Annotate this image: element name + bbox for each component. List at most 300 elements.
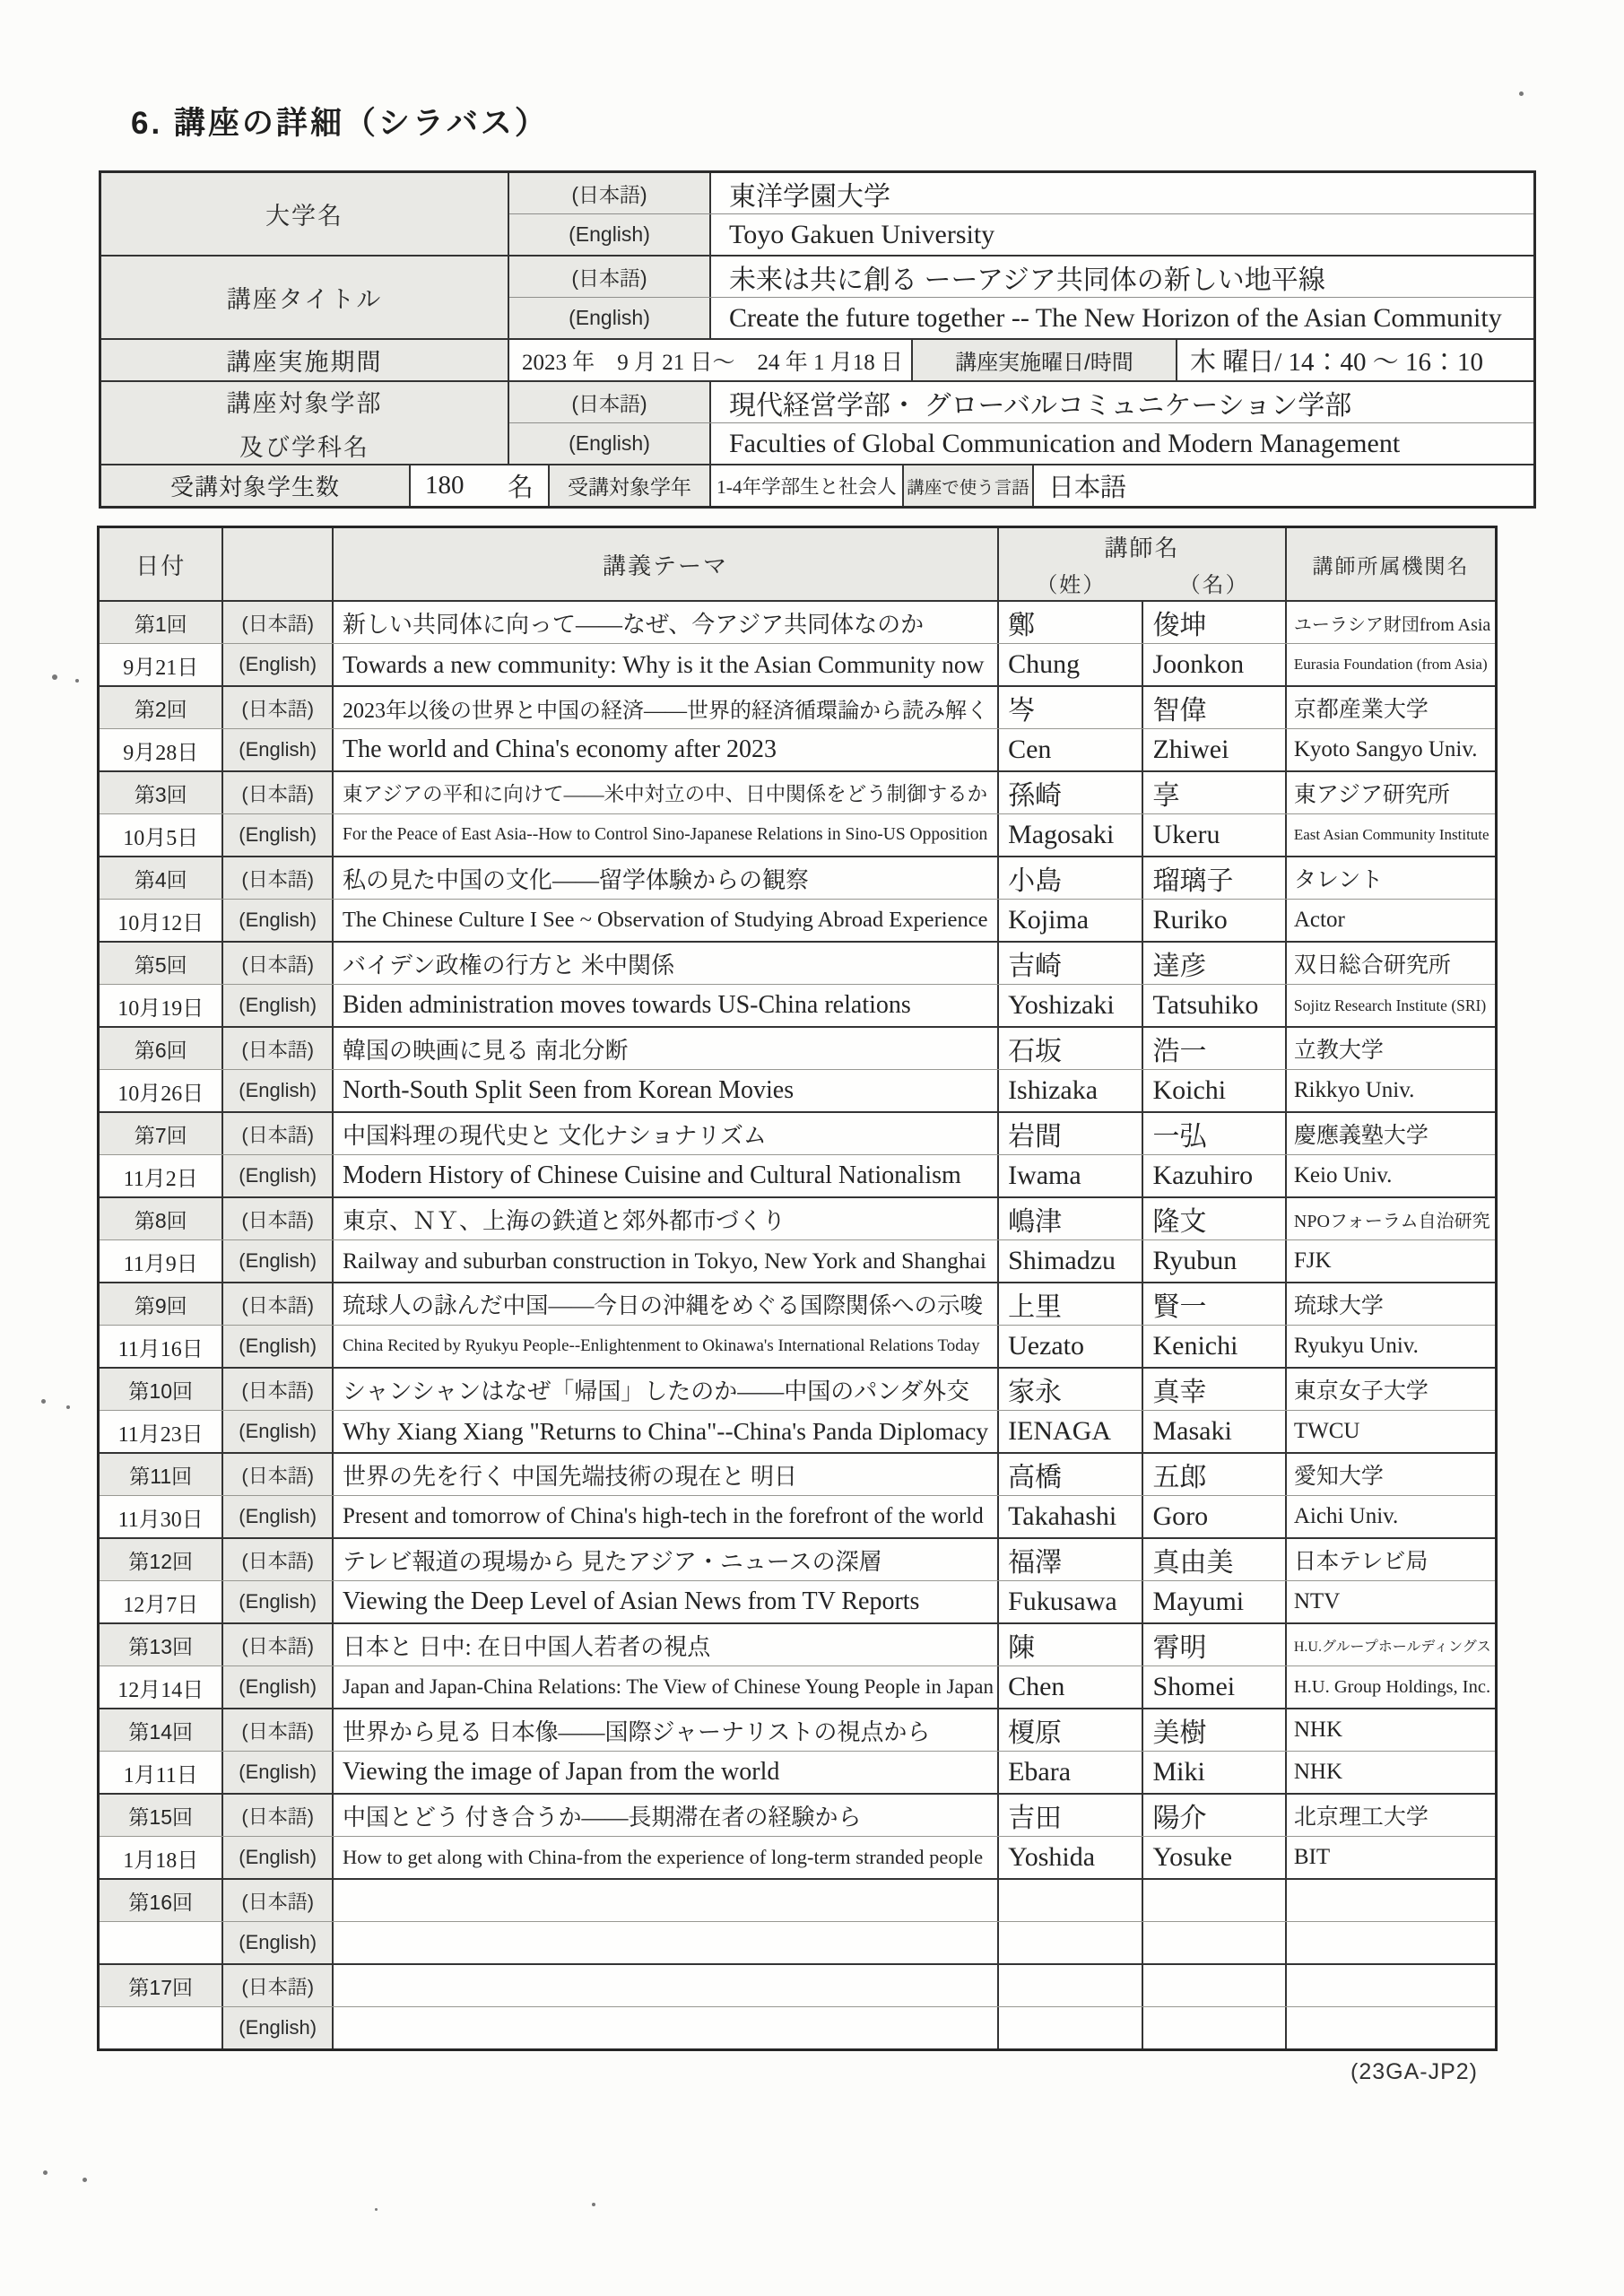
lecturer-givenname-jp: 陽介 <box>1143 1795 1286 1836</box>
lecture-theme-jp <box>334 1965 999 2006</box>
lecturer-surname-jp: 鄭 <box>999 602 1143 643</box>
session-group-9 <box>100 1283 1495 1369</box>
course-title-label: 講座タイトル <box>101 257 509 338</box>
lang-tag-en: (English) <box>509 423 711 464</box>
lang-tag-en: (English) <box>223 729 334 770</box>
lecturer-surname-en: Kojima <box>999 900 1143 941</box>
session-row-jp <box>100 1113 1495 1155</box>
lecturer-organization-en: FJK <box>1293 1248 1332 1273</box>
lecture-theme-jp: 日本と 日中: 在日中国人若者の視点 <box>334 1624 999 1665</box>
lecturer-givenname-en: Ukeru <box>1143 814 1286 856</box>
lecturer-surname-jp: 吉崎 <box>999 943 1143 984</box>
lecturer-organization-en: Keio Univ. <box>1293 1163 1393 1187</box>
session-group-12 <box>100 1539 1495 1624</box>
lecturer-organization-jp: 双日総合研究所 <box>1293 953 1451 978</box>
session-row-en <box>100 1240 1495 1282</box>
lang-tag-en: (English) <box>509 214 711 255</box>
lecturer-organization-jp: 慶應義塾大学 <box>1293 1124 1429 1148</box>
lang-tag-en: (English) <box>223 1070 334 1111</box>
session-date: 11月30日 <box>100 1496 223 1537</box>
lecturer-surname-en: Cen <box>999 729 1143 770</box>
lecturer-surname-en: Ebara <box>999 1752 1143 1793</box>
session-group-3 <box>100 772 1495 857</box>
session-row-en <box>100 1666 1495 1708</box>
session-date <box>100 2007 223 2048</box>
scan-artifact <box>41 1399 46 1404</box>
lecturer-givenname-en: Koichi <box>1143 1070 1286 1111</box>
header-lecturer: 講師名 （姓） （名） <box>999 528 1287 600</box>
session-date <box>100 1922 223 1963</box>
session-date: 10月5日 <box>100 814 223 856</box>
header-surname: （姓） <box>1036 573 1107 597</box>
target-faculty-en: Faculties of Global Communication and Modern Management <box>729 428 1401 458</box>
lang-tag-en: (English) <box>223 1326 334 1367</box>
lang-tag-jp: (日本語) <box>509 257 711 297</box>
lecturer-organization-en: NHK <box>1293 1760 1343 1784</box>
lecturer-givenname-jp: 智偉 <box>1143 687 1286 728</box>
lecturer-surname-jp: 陳 <box>999 1624 1143 1665</box>
lecture-theme-en: The Chinese Culture I See ~ Observation of Studying Abroad Experience <box>334 900 999 941</box>
lang-tag-en: (English) <box>223 644 334 685</box>
session-number: 第6回 <box>100 1028 223 1069</box>
lecturer-organization-jp <box>1287 1880 1495 1921</box>
session-group-10 <box>100 1369 1495 1454</box>
university-label-text: 大学名 <box>265 203 343 230</box>
lecture-theme-en <box>334 1922 999 1963</box>
session-row-en <box>100 900 1495 941</box>
lecture-theme-en: How to get along with China-from the experience of long-term stranded people <box>334 1837 999 1878</box>
lang-tag-jp: (日本語) <box>223 1283 334 1325</box>
session-group-8 <box>100 1198 1495 1283</box>
lecture-theme-jp: シャンシャンはなぜ「帰国」したのか——中国のパンダ外交 <box>334 1369 999 1410</box>
lecturer-surname-jp: 孫崎 <box>999 772 1143 813</box>
session-date: 12月7日 <box>100 1581 223 1622</box>
lecturer-givenname-jp: 賢一 <box>1143 1283 1286 1325</box>
scan-artifact <box>75 679 79 683</box>
footer-code: (23GA-JP2) <box>1350 2059 1478 2084</box>
session-date: 10月12日 <box>100 900 223 941</box>
university-name-jp: 東洋学園大学 <box>729 181 890 212</box>
session-row-en <box>100 2007 1495 2048</box>
session-row-jp <box>100 1795 1495 1837</box>
lecturer-surname-en: Chung <box>999 644 1143 685</box>
lecturer-surname-en <box>999 1922 1143 1963</box>
lecturer-surname-jp: 榎原 <box>999 1709 1143 1751</box>
session-group-5 <box>100 943 1495 1028</box>
lecture-theme-jp: 世界の先を行く 中国先端技術の現在と 明日 <box>334 1454 999 1495</box>
scan-artifact <box>43 2170 48 2175</box>
lecturer-organization-en: Eurasia Foundation (from Asia) <box>1293 656 1488 673</box>
lecturer-givenname-jp <box>1143 1965 1286 2006</box>
lang-tag-jp: (日本語) <box>223 1369 334 1410</box>
lecturer-givenname-jp: 美樹 <box>1143 1709 1286 1751</box>
course-period-row <box>101 340 1533 382</box>
lecturer-givenname-jp: 霄明 <box>1143 1624 1286 1665</box>
lecturer-organization-jp: 東京女子大学 <box>1293 1379 1429 1404</box>
lecturer-surname-en: Fukusawa <box>999 1581 1143 1622</box>
lang-tag-en: (English) <box>223 1581 334 1622</box>
session-group-17 <box>100 1965 1495 2048</box>
scan-artifact <box>52 674 57 680</box>
scan-artifact <box>1519 91 1524 96</box>
lecturer-givenname-en <box>1143 2007 1286 2048</box>
lang-tag-en: (English) <box>223 814 334 856</box>
session-group-14 <box>100 1709 1495 1795</box>
session-row-en <box>100 729 1495 770</box>
lecturer-surname-en: Uezato <box>999 1326 1143 1367</box>
session-row-en <box>100 1070 1495 1111</box>
session-group-4 <box>100 857 1495 943</box>
lecture-theme-en: Biden administration moves towards US-China relations <box>334 985 999 1026</box>
session-row-jp <box>100 772 1495 814</box>
target-grade-value: 1-4年学部生と社会人 <box>711 465 904 506</box>
lecturer-surname-jp <box>999 1965 1143 2006</box>
session-number: 第14回 <box>100 1709 223 1751</box>
session-number: 第16回 <box>100 1880 223 1921</box>
lecturer-organization-en <box>1287 1922 1495 1963</box>
session-group-11 <box>100 1454 1495 1539</box>
header-lang <box>223 528 334 600</box>
lecturer-surname-en <box>999 2007 1143 2048</box>
session-number: 第1回 <box>100 602 223 643</box>
lang-tag-en: (English) <box>509 298 711 338</box>
session-group-1 <box>100 602 1495 687</box>
lecturer-surname-en: Ishizaka <box>999 1070 1143 1111</box>
lecturer-givenname-en: Joonkon <box>1143 644 1286 685</box>
header-date: 日付 <box>100 528 223 600</box>
lecturer-givenname-jp: 一弘 <box>1143 1113 1286 1154</box>
lecturer-surname-jp: 福澤 <box>999 1539 1143 1580</box>
lecturer-organization-jp <box>1287 1965 1495 2006</box>
session-date: 1月11日 <box>100 1752 223 1793</box>
lang-tag-jp: (日本語) <box>223 1113 334 1154</box>
lang-tag-jp: (日本語) <box>223 602 334 643</box>
lecturer-givenname-jp: 真由美 <box>1143 1539 1286 1580</box>
lang-tag-jp: (日本語) <box>223 1539 334 1580</box>
lecturer-givenname-jp: 隆文 <box>1143 1198 1286 1239</box>
lang-tag-en: (English) <box>223 1666 334 1708</box>
lecture-theme-en: Why Xiang Xiang "Returns to China"--China's Panda Diplomacy <box>334 1411 999 1452</box>
session-group-6 <box>100 1028 1495 1113</box>
course-daytime-value: 木 曜日/ 14：40 ～ 16：10 <box>1190 348 1484 377</box>
schedule-table <box>97 526 1498 2051</box>
session-row-jp <box>100 602 1495 644</box>
session-number: 第3回 <box>100 772 223 813</box>
session-date: 9月21日 <box>100 644 223 685</box>
lecturer-organization-jp: 北京理工大学 <box>1293 1805 1429 1830</box>
course-period-label: 講座実施期間 <box>101 340 509 380</box>
session-group-2 <box>100 687 1495 772</box>
lang-tag-jp: (日本語) <box>223 857 334 899</box>
lecturer-surname-jp <box>999 1880 1143 1921</box>
course-title-en: Create the future together -- The New Horizon of the Asian Community <box>729 302 1502 333</box>
session-number: 第10回 <box>100 1369 223 1410</box>
lecturer-givenname-en: Goro <box>1143 1496 1286 1537</box>
session-date: 11月23日 <box>100 1411 223 1452</box>
lecturer-givenname-en: Shomei <box>1143 1666 1286 1708</box>
course-period-value: 2023 年 9 月 21 日～ 24 年 1 月18 日 <box>509 340 913 380</box>
lecturer-givenname-en: Zhiwei <box>1143 729 1286 770</box>
lang-tag-jp: (日本語) <box>223 687 334 728</box>
lecturer-organization-en: H.U. Group Holdings, Inc. <box>1293 1676 1491 1697</box>
lang-tag-jp: (日本語) <box>223 1454 334 1495</box>
university-row <box>101 173 1533 257</box>
lecturer-surname-jp: 家永 <box>999 1369 1143 1410</box>
lang-tag-jp: (日本語) <box>223 772 334 813</box>
session-row-jp <box>100 1709 1495 1752</box>
lecture-theme-en: For the Peace of East Asia--How to Control Sino-Japanese Relations in Sino-US Opposition <box>334 814 999 856</box>
lecturer-surname-en: Takahashi <box>999 1496 1143 1537</box>
session-group-7 <box>100 1113 1495 1198</box>
session-row-en <box>100 1326 1495 1367</box>
students-row <box>101 465 1533 506</box>
lecturer-organization-en: BIT <box>1293 1845 1331 1869</box>
session-number: 第8回 <box>100 1198 223 1239</box>
session-row-jp <box>100 687 1495 729</box>
session-date: 11月2日 <box>100 1155 223 1196</box>
lecturer-givenname-en: Ryubun <box>1143 1240 1286 1282</box>
lecturer-givenname-jp: 達彦 <box>1143 943 1286 984</box>
lang-tag-en: (English) <box>223 1837 334 1878</box>
lecturer-givenname-jp: 真幸 <box>1143 1369 1286 1410</box>
target-faculty-label: 講座対象学部 及び学科名 <box>101 382 509 464</box>
lang-tag-jp: (日本語) <box>509 382 711 422</box>
lecture-theme-en: Railway and suburban construction in Tokyo, New York and Shanghai <box>334 1240 999 1282</box>
target-faculty-row <box>101 382 1533 465</box>
num-students-label: 受講対象学生数 <box>101 465 411 506</box>
session-row-jp <box>100 857 1495 900</box>
lecture-theme-jp: 東京、ＮＹ、上海の鉄道と郊外都市づくり <box>334 1198 999 1239</box>
lang-tag-en: (English) <box>223 1240 334 1282</box>
session-group-16 <box>100 1880 1495 1965</box>
session-date: 9月28日 <box>100 729 223 770</box>
lecturer-surname-jp: 高橋 <box>999 1454 1143 1495</box>
course-daytime-label: 講座実施曜日/時間 <box>913 340 1177 380</box>
header-givenname: （名） <box>1178 573 1249 597</box>
lecture-theme-en: China Recited by Ryukyu People--Enlightenment to Okinawa's International Relations Today <box>334 1326 999 1367</box>
lecture-theme-en: Viewing the Deep Level of Asian News from TV Reports <box>334 1581 999 1622</box>
session-number: 第2回 <box>100 687 223 728</box>
session-row-jp <box>100 1198 1495 1240</box>
schedule-body <box>100 602 1495 2048</box>
page-title: 6. 講座の詳細（シラバス） <box>131 106 549 141</box>
lecturer-givenname-en: Kenichi <box>1143 1326 1286 1367</box>
lang-tag-en: (English) <box>223 1155 334 1196</box>
lecturer-organization-jp: NPOフォーラム自治研究 <box>1293 1211 1490 1231</box>
session-number: 第9回 <box>100 1283 223 1325</box>
header-theme: 講義テーマ <box>334 528 999 600</box>
lecturer-surname-jp: 上里 <box>999 1283 1143 1325</box>
lecturer-surname-jp: 石坂 <box>999 1028 1143 1069</box>
lecturer-givenname-jp: 浩一 <box>1143 1028 1286 1069</box>
lecturer-surname-jp: 岩間 <box>999 1113 1143 1154</box>
lecturer-givenname-jp: 瑠璃子 <box>1143 857 1286 899</box>
lecturer-organization-en: Rikkyo Univ. <box>1293 1078 1415 1102</box>
language-label: 講座で使う言語 <box>904 465 1034 506</box>
lang-tag-jp: (日本語) <box>223 1198 334 1239</box>
lecturer-organization-jp: ユーラシア財団from Asia <box>1293 614 1491 635</box>
session-row-en <box>100 1496 1495 1537</box>
lang-tag-jp: (日本語) <box>223 943 334 984</box>
lecture-theme-jp: 私の見た中国の文化——留学体験からの観察 <box>334 857 999 899</box>
lecturer-organization-jp: 東アジア研究所 <box>1293 783 1450 807</box>
target-grade-label: 受講対象学年 <box>550 465 711 506</box>
scan-artifact <box>66 1405 70 1409</box>
session-date: 11月16日 <box>100 1326 223 1367</box>
session-number: 第15回 <box>100 1795 223 1836</box>
session-date: 10月26日 <box>100 1070 223 1111</box>
lecturer-givenname-jp <box>1143 1880 1286 1921</box>
lang-tag-jp: (日本語) <box>223 1709 334 1751</box>
lecture-theme-en: Present and tomorrow of China's high-tech in the forefront of the world <box>334 1496 999 1537</box>
scan-artifact <box>592 2203 595 2206</box>
lecture-theme-en: The world and China's economy after 2023 <box>334 729 999 770</box>
session-number: 第4回 <box>100 857 223 899</box>
num-students-value: 180 名 <box>411 465 550 506</box>
lang-tag-en: (English) <box>223 2007 334 2048</box>
lecturer-givenname-en: Miki <box>1143 1752 1286 1793</box>
session-row-jp <box>100 1454 1495 1496</box>
language-value: 日本語 <box>1048 474 1127 502</box>
lecturer-givenname-en <box>1143 1922 1286 1963</box>
lecture-theme-jp: 中国とどう 付き合うか——長期滞在者の経験から <box>334 1795 999 1836</box>
lang-tag-en: (English) <box>223 1496 334 1537</box>
lecturer-organization-jp: 愛知大学 <box>1293 1465 1384 1489</box>
scan-artifact <box>375 2208 378 2211</box>
session-row-en <box>100 1837 1495 1878</box>
session-row-jp <box>100 1965 1495 2007</box>
session-number: 第7回 <box>100 1113 223 1154</box>
session-row-en <box>100 1752 1495 1793</box>
lecturer-organization-en: Actor <box>1293 908 1345 932</box>
lecture-theme-jp <box>334 1880 999 1921</box>
lecturer-organization-en: Ryukyu Univ. <box>1293 1334 1419 1358</box>
lecturer-organization-en: TWCU <box>1293 1419 1360 1443</box>
course-title-jp: 未来は共に創る ーーアジア共同体の新しい地平線 <box>729 265 1325 295</box>
session-row-en <box>100 1155 1495 1196</box>
lang-tag-en: (English) <box>223 900 334 941</box>
lecturer-surname-jp: 嶋津 <box>999 1198 1143 1239</box>
lecturer-organization-en: East Asian Community Institute <box>1293 826 1489 843</box>
session-row-jp <box>100 1369 1495 1411</box>
lecturer-givenname-en: Ruriko <box>1143 900 1286 941</box>
session-number: 第11回 <box>100 1454 223 1495</box>
lecturer-givenname-jp: 享 <box>1143 772 1286 813</box>
header-organization: 講師所属機関名 <box>1312 553 1470 578</box>
session-number: 第5回 <box>100 943 223 984</box>
lecturer-surname-en: Magosaki <box>999 814 1143 856</box>
lecturer-organization-en: NTV <box>1293 1589 1341 1613</box>
lecturer-givenname-en: Masaki <box>1143 1411 1286 1452</box>
lecturer-surname-jp: 吉田 <box>999 1795 1143 1836</box>
session-row-en <box>100 1581 1495 1622</box>
lecturer-surname-en: Shimadzu <box>999 1240 1143 1282</box>
lecture-theme-en: Japan and Japan-China Relations: The View of Chinese Young People in Japan <box>334 1666 999 1708</box>
lecturer-organization-jp: 立教大学 <box>1293 1039 1384 1063</box>
session-row-jp <box>100 1880 1495 1922</box>
lang-tag-jp: (日本語) <box>223 1880 334 1921</box>
scan-artifact <box>83 2178 87 2182</box>
lecture-theme-jp: バイデン政権の行方と 米中関係 <box>334 943 999 984</box>
lang-tag-jp: (日本語) <box>223 1795 334 1836</box>
lecturer-givenname-en: Tatsuhiko <box>1143 985 1286 1026</box>
lecturer-surname-jp: 岑 <box>999 687 1143 728</box>
lecture-theme-jp: テレビ報道の現場から 見たアジア・ニュースの深層 <box>334 1539 999 1580</box>
session-number: 第13回 <box>100 1624 223 1665</box>
lecturer-organization-jp: 京都産業大学 <box>1293 698 1429 722</box>
lecture-theme-en <box>334 2007 999 2048</box>
target-faculty-jp: 現代経営学部・ グローバルコミュニケーション学部 <box>729 390 1352 421</box>
lang-tag-jp: (日本語) <box>223 1624 334 1665</box>
session-row-en <box>100 985 1495 1026</box>
lang-tag-en: (English) <box>223 1411 334 1452</box>
lecturer-surname-en: Yoshizaki <box>999 985 1143 1026</box>
session-row-jp <box>100 1028 1495 1070</box>
lecturer-organization-jp: NHK <box>1293 1718 1343 1742</box>
lecture-theme-jp: 新しい共同体に向って——なぜ、今アジア共同体なのか <box>334 602 999 643</box>
lecturer-givenname-en: Yosuke <box>1143 1837 1286 1878</box>
lecturer-givenname-en: Mayumi <box>1143 1581 1286 1622</box>
lecturer-organization-en: Sojitz Research Institute (SRI) <box>1293 996 1487 1014</box>
course-title-row <box>101 257 1533 340</box>
lecturer-organization-en: Aichi Univ. <box>1293 1504 1399 1528</box>
session-date: 12月14日 <box>100 1666 223 1708</box>
session-number: 第12回 <box>100 1539 223 1580</box>
session-row-jp <box>100 1283 1495 1326</box>
lecture-theme-jp: 韓国の映画に見る 南北分断 <box>334 1028 999 1069</box>
lecturer-organization-jp: タレント <box>1293 868 1384 892</box>
lecturer-givenname-jp: 俊坤 <box>1143 602 1286 643</box>
lecturer-organization-jp: 琉球大学 <box>1293 1294 1384 1318</box>
lang-tag-en: (English) <box>223 1922 334 1963</box>
session-date: 10月19日 <box>100 985 223 1026</box>
lecturer-surname-en: Yoshida <box>999 1837 1143 1878</box>
session-row-en <box>100 1411 1495 1452</box>
lang-tag-jp: (日本語) <box>509 173 711 213</box>
lang-tag-jp: (日本語) <box>223 1028 334 1069</box>
session-row-jp <box>100 1624 1495 1666</box>
session-row-en <box>100 1922 1495 1963</box>
lecturer-surname-en: Iwama <box>999 1155 1143 1196</box>
session-group-13 <box>100 1624 1495 1709</box>
lecture-theme-en: Viewing the image of Japan from the world <box>334 1752 999 1793</box>
lecturer-givenname-jp: 五郎 <box>1143 1454 1286 1495</box>
lecture-theme-en: North-South Split Seen from Korean Movies <box>334 1070 999 1111</box>
lecturer-organization-jp: 日本テレビ局 <box>1293 1550 1429 1574</box>
course-info-table <box>99 170 1536 509</box>
session-date: 1月18日 <box>100 1837 223 1878</box>
university-name-en: Toyo Gakuen University <box>729 219 995 249</box>
lecture-theme-jp: 琉球人の詠んだ中国——今日の沖縄をめぐる国際関係への示唆 <box>334 1283 999 1325</box>
lecture-theme-jp: 世界から見る 日本像——国際ジャーナリストの視点から <box>334 1709 999 1751</box>
lecturer-surname-en: Chen <box>999 1666 1143 1708</box>
university-label <box>101 173 509 255</box>
lang-tag-en: (English) <box>223 985 334 1026</box>
lang-tag-jp: (日本語) <box>223 1965 334 2006</box>
schedule-header <box>100 528 1495 602</box>
session-number: 第17回 <box>100 1965 223 2006</box>
lecturer-givenname-en: Kazuhiro <box>1143 1155 1286 1196</box>
lang-tag-en: (English) <box>223 1752 334 1793</box>
lecture-theme-jp: 2023年以後の世界と中国の経済——世界的経済循環論から読み解く <box>334 687 999 728</box>
session-group-15 <box>100 1795 1495 1880</box>
lecturer-surname-jp: 小島 <box>999 857 1143 899</box>
lecturer-organization-en: Kyoto Sangyo Univ. <box>1293 737 1478 761</box>
lecture-theme-jp: 中国料理の現代史と 文化ナショナリズム <box>334 1113 999 1154</box>
lecturer-surname-en: IENAGA <box>999 1411 1143 1452</box>
lecture-theme-en: Modern History of Chinese Cuisine and Cultural Nationalism <box>334 1155 999 1196</box>
session-row-jp <box>100 1539 1495 1581</box>
